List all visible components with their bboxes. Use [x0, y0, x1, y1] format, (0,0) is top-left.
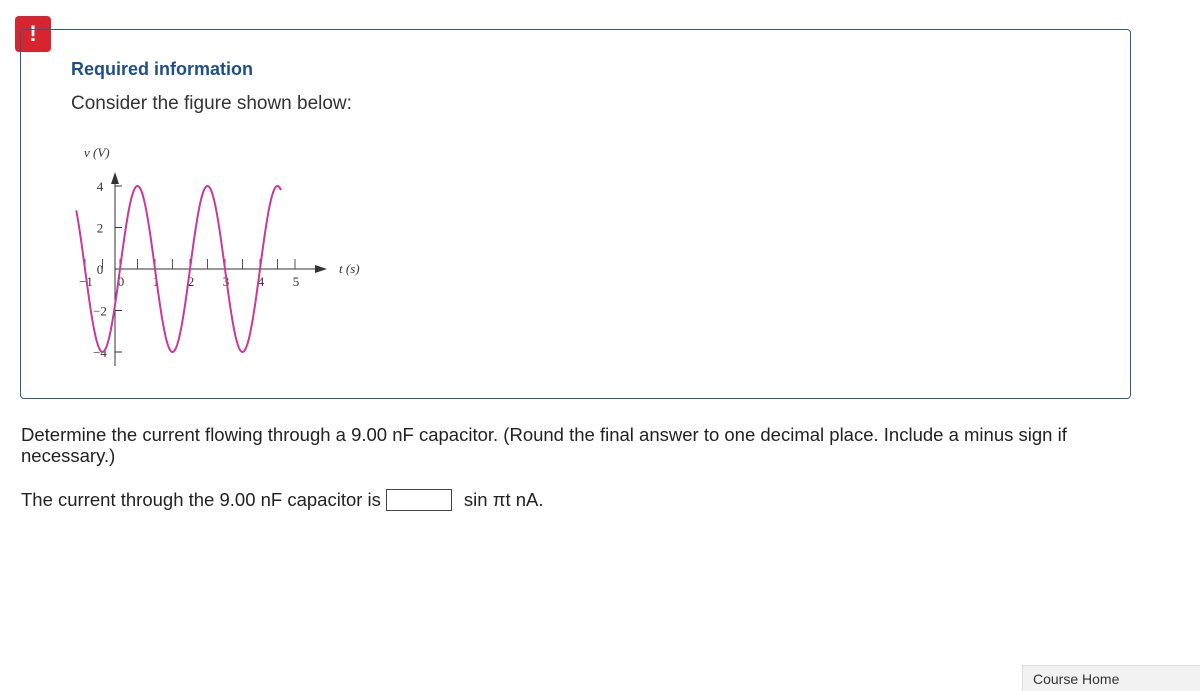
y-tick-label: 0 [96, 262, 104, 277]
figure-intro-text: Consider the figure shown below: [71, 93, 352, 114]
x-tick-label: 2 [187, 274, 195, 289]
x-tick-label: 3 [222, 274, 230, 289]
x-tick-label: 0 [117, 274, 125, 289]
question-text: Determine the current flowing through a 9.00 nF capacitor. (Round the final answer to one decimal place. Include a minus sign if necessary.) [21, 424, 1067, 466]
y-axis-label: v (V) [84, 145, 110, 160]
y-tick-label: −4 [93, 345, 107, 360]
y-axis-arrow [111, 172, 119, 184]
x-tick-label: 4 [257, 274, 265, 289]
answer-row [21, 487, 544, 513]
answer-suffix: sin πt nA. [463, 489, 544, 510]
y-tick-label: 2 [96, 220, 104, 236]
answer-prefix: The current through the 9.00 nF capacitor is [21, 489, 381, 510]
x-tick-label: −1 [79, 274, 93, 289]
voltage-time-graph [60, 136, 390, 366]
required-information-title: Required information [71, 59, 254, 79]
course-home-button[interactable]: Course Home [1022, 665, 1200, 691]
x-axis-arrow [315, 265, 327, 273]
exclamation-icon: ! [15, 16, 51, 52]
x-tick-label: 5 [292, 274, 300, 289]
x-tick-label: 1 [152, 274, 160, 289]
y-tick-label: 4 [96, 179, 104, 194]
current-answer-input[interactable] [386, 489, 452, 511]
y-tick-label: −2 [93, 303, 107, 319]
x-axis-label: t (s) [339, 261, 360, 276]
